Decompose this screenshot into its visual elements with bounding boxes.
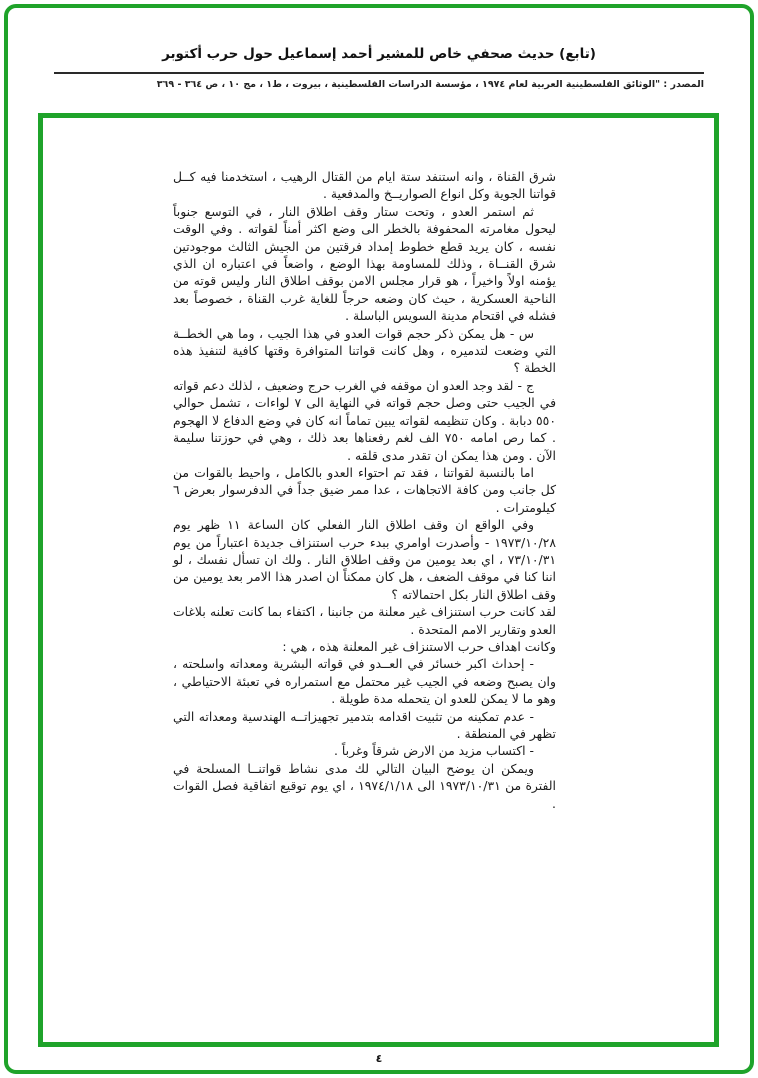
body-paragraph: وكانت اهداف حرب الاستنزاف غير المعلنة هذه ، هي : xyxy=(282,638,556,654)
source-citation: المصدر : "الوثائق الفلسطينية العربية لعام ١٩٧٤ ، مؤسسة الدراسات الفلسطينية ، بيروت ، ط١ ، مج ١٠ ، ص ٣٦٤ - ٣٦٩ xyxy=(156,79,704,90)
body-paragraph: ويمكن ان يوضح البيان التالي لك مدى نشاط قواتنــا المسلحة في الفترة من ١٩٧٣/١٠/٣١ الى ١٩٧٤/١/١٨ ، اي يوم توقيع اتفاقية فصل القوات . xyxy=(173,760,556,811)
header-divider xyxy=(54,72,704,74)
scanned-text-box xyxy=(38,113,719,1047)
document-title: (تابع) حديث صحفي خاص للمشير أحمد إسماعيل حول حرب أكتوبر xyxy=(162,46,596,62)
body-paragraph: س - هل يمكن ذكر حجم قوات العدو في هذا الجيب ، وما هي الخطــة التي وضعت لتدميره ، وهل كانت قواتنا المتوافرة وقتها كافية لتنفيذ هذه الخطة ؟ xyxy=(173,325,556,376)
body-paragraph: - عدم تمكينه من تثبيت اقدامه بتدمير تجهيزاتــه الهندسية ومعداته التي تظهر في المنطقة . xyxy=(173,708,556,741)
page-number: ٤ xyxy=(375,1052,383,1065)
document-body xyxy=(173,168,556,812)
body-paragraph: - إحداث اكبر خسائر في العــدو في قواته البشرية ومعداته واسلحته ، وان يصبح وضعه في الجيب غير محتمل مع استمراره في تعبئة الاحتياطي ، وهو ما لا يمكن للعدو ان يتحمله مدة طويلة . xyxy=(173,656,556,707)
body-paragraph: اما بالنسبة لقواتنا ، فقد تم احتواء العدو بالكامل ، واحيط بالقوات من كل جانب ومن كافة الاتجاهات ، عدا ممر ضيق جداً في الدفرسوار بعرض ٦ كيلومترات . xyxy=(173,464,556,515)
body-paragraph: لقد كانت حرب استنزاف غير معلنة من جانبنا ، اكتفاء بما كانت تعلنه بلاغات العدو وتقارير الامم المتحدة . xyxy=(173,604,556,637)
body-paragraph: - اكتساب مزيد من الارض شرقاً وغرباً . xyxy=(334,743,534,759)
body-paragraph: ج - لقد وجد العدو ان موقفه في الغرب حرج وضعيف ، لذلك دعم قواته في الجيب حتى وصل حجم قواته في النهاية الى ٧ لواءات ، تشمل حوالي ٥٥٠ دبابة . وكان تنظيمه لقواته يبين تماماً انه كان في وضع الدفاع لا الهجوم . كما رص امامه ٧٥٠ الف لغم رفعناها بعد ذلك ، وهي في حوزتنا سليمة الآن . ومن هذا يمكن ان تقدر مدى قلقه . xyxy=(173,377,556,463)
body-paragraph: شرق القناة ، وانه استنفد ستة ايام من القتال الرهيب ، استخدمنا فيه كــل قواتنا الجوية وكل انواع الصواريــخ والمدفعية . xyxy=(173,169,556,202)
body-paragraph: وفي الواقع ان وقف اطلاق النار الفعلي كان الساعة ١١ ظهر يوم ١٩٧٣/١٠/٢٨ - وأصدرت اوامري ببدء حرب استنزاف جديدة اعتباراً من يوم ٧٣/١٠/٣١ ، اي بعد يومين من وقف اطلاق النار . ولك ان تسأل نفسك ، لو اننا كنا في موقف الضعف ، هل كان ممكناً ان اصدر هذا الامر بعد يومين من وقف اطلاق النار بكل احتمالاته ؟ xyxy=(173,517,556,602)
body-paragraph: ثم استمر العدو ، وتحت ستار وقف اطلاق النار ، في التوسع جنوباً ليحول مغامرته المحفوفة بالخطر الى وضع اكثر أمناً لقواته . وفي الوقت نفسه ، كان يريد قطع خطوط إمداد فرقتين من الجيش الثالث موجودتين شرق القنــاة ، وذلك للمساومة بهذا الوضع ، واضعاً في اعتباره ان الذي يؤمنه اولاً واخيراً ، هو قرار مجلس الامن بوقف اطلاق النار وليس قوته من الناحية العسكرية ، حيث كان وضعه حرجاً للغاية غرب القناة ، خصوصاً بعد فشله في اقتحام مدينة السويس الباسلة . xyxy=(173,203,556,324)
